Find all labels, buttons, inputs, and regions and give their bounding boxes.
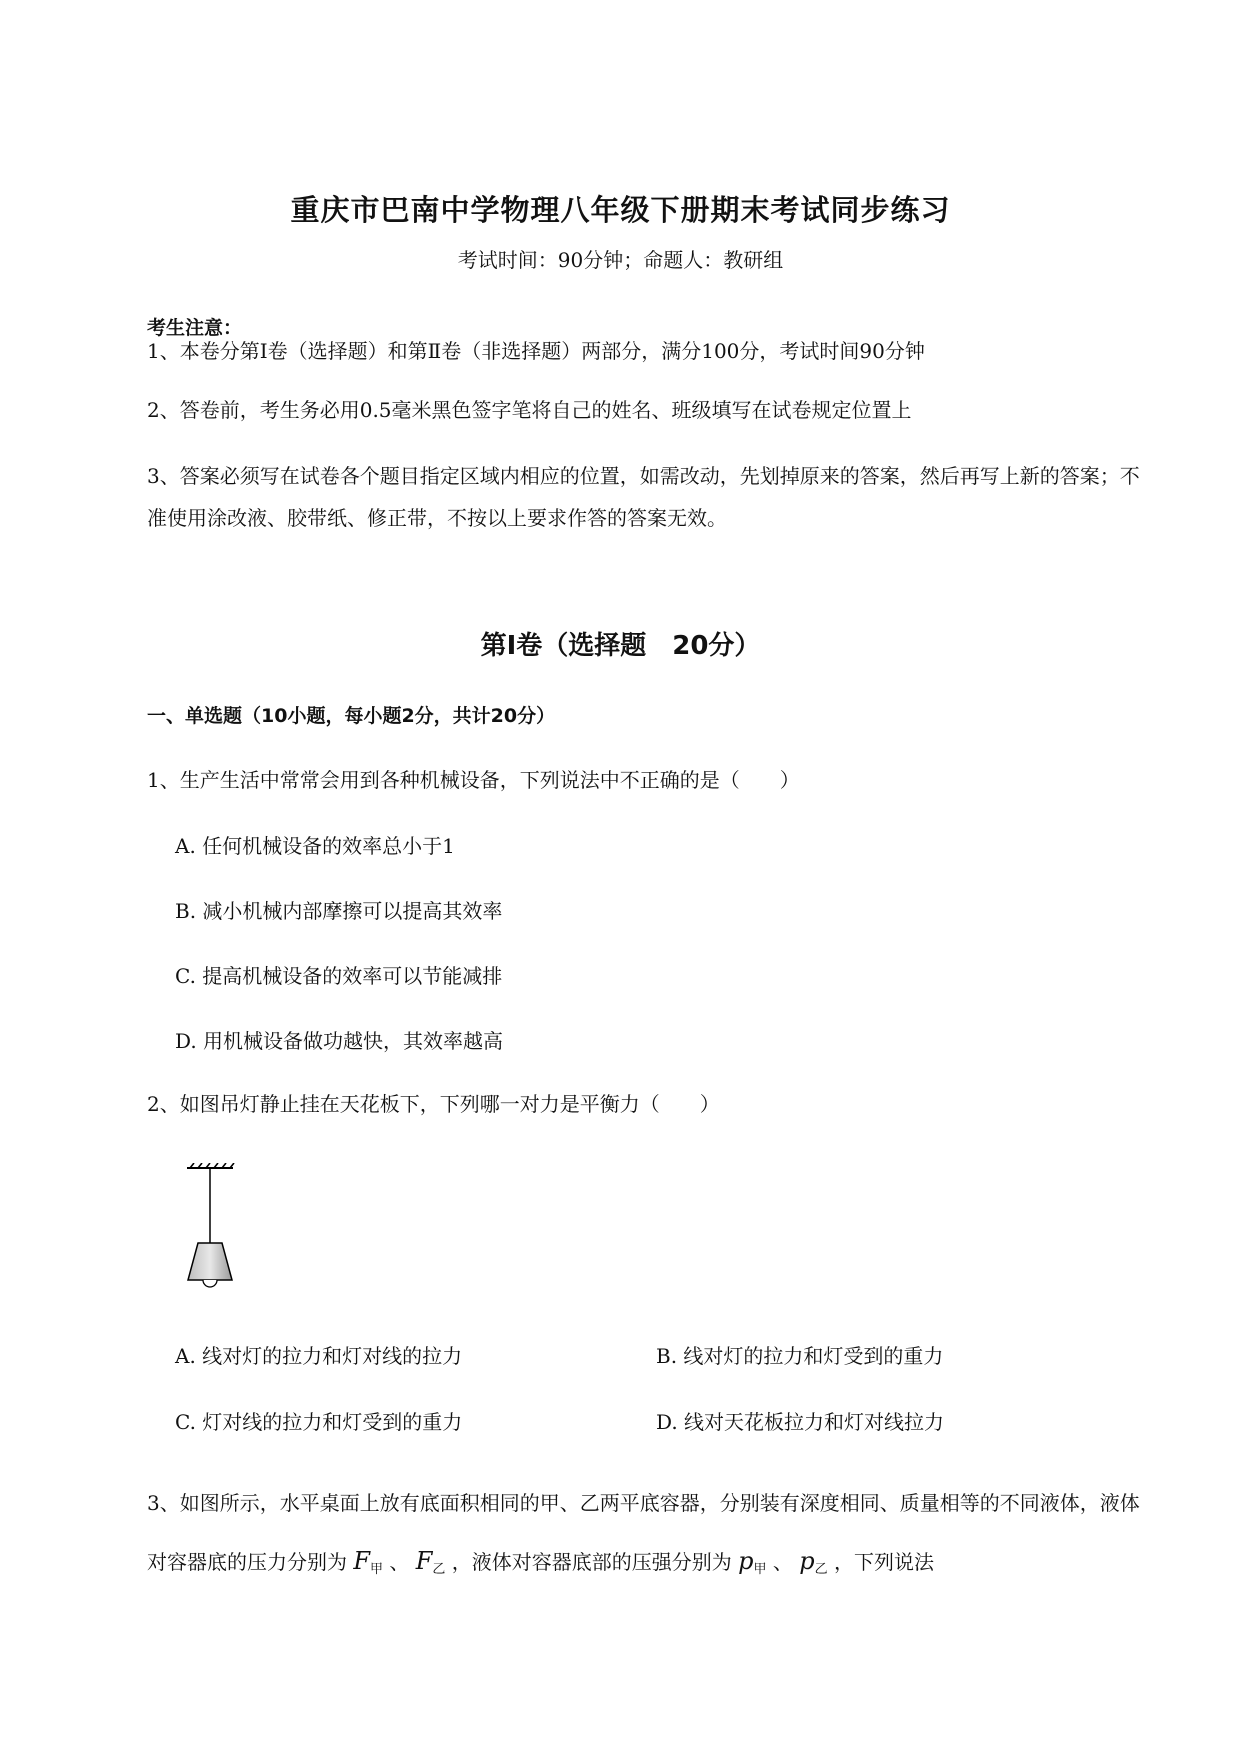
question-1-option-c: C. 提高机械设备的效率可以节能减排 [175,964,503,988]
question-2-option-b: B. 线对灯的拉力和灯受到的重力 [656,1344,944,1368]
question-3-text-1: 3、如图所示，水平桌面上放有底面积相同的甲、乙两平底容器，分别装有深度相同、质量相等的不同液体，液体对容器底的压力分别为 [147,1491,1140,1574]
notice-item-3: 3、答案必须写在试卷各个题目指定区域内相应的位置，如需改动，先划掉原来的答案，然后再写上新的答案；不准使用涂改液、胶带纸、修正带，不按以上要求作答的答案无效。 [147,464,1140,530]
question-1-option-d: D. 用机械设备做功越快，其效率越高 [175,1029,504,1053]
pressure-jia: $p_甲$ [738,1547,767,1577]
separator: 、 [389,1550,410,1574]
question-2-option-a: A. 线对灯的拉力和灯对线的拉力 [175,1344,463,1368]
section-title: 第I卷（选择题 20分） [480,631,761,661]
page-title: 重庆市巴南中学物理八年级下册期末考试同步练习 [290,193,951,227]
question-1-stem: 1、生产生活中常常会用到各种机械设备，下列说法中不正确的是（ ） [147,768,800,792]
separator: 、 [772,1550,793,1574]
question-2-stem: 2、如图吊灯静止挂在天花板下，下列哪一对力是平衡力（ ） [147,1092,720,1116]
exam-info: 考试时间：90分钟；命题人：教研组 [457,248,784,272]
part-heading: 一、单选题（10小题，每小题2分，共计20分） [147,705,556,727]
question-1-option-a: A. 任何机械设备的效率总小于1 [175,834,455,858]
question-2-option-c: C. 灯对线的拉力和灯受到的重力 [175,1410,463,1434]
notice-heading: 考生注意： [147,317,243,339]
question-2-option-d: D. 线对天花板拉力和灯对线拉力 [656,1410,945,1434]
question-3-text-2: ，液体对容器底部的压强分别为 [451,1550,732,1574]
force-jia: $F_甲$ [353,1547,384,1577]
hanging-lamp-figure [178,1163,248,1293]
question-1-option-b: B. 减小机械内部摩擦可以提高其效率 [175,899,503,923]
question-3-text-3: ，下列说法 [834,1550,934,1574]
pressure-yi: $p_乙$ [799,1547,828,1577]
notice-item-1: 1、本卷分第I卷（选择题）和第Ⅱ卷（非选择题）两部分，满分100分，考试时间90分钟 [147,339,925,363]
force-yi: $F_乙$ [415,1547,446,1577]
notice-item-2: 2、答卷前，考生务必用0.5毫米黑色签字笔将自己的姓名、班级填写在试卷规定位置上 [147,398,912,422]
question-3-stem [147,1474,1152,1599]
